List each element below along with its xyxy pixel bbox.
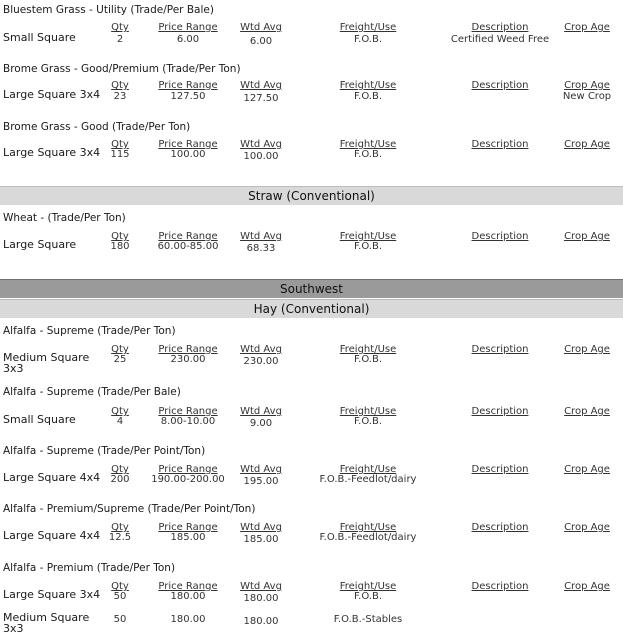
column-header-price-range: Price Range	[158, 231, 218, 242]
price-range-cell: 100.00	[170, 149, 206, 160]
price-range-cell: 230.00	[170, 354, 206, 365]
column-header-description: Description	[471, 139, 529, 150]
column-header-qty: Qty	[111, 231, 129, 242]
column-header-crop-age: Crop Age	[564, 80, 610, 91]
column-header-wtd-avg: Wtd Avg	[240, 406, 282, 417]
column-header-description: Description	[471, 22, 529, 33]
section-banner: Straw (Conventional)	[0, 186, 623, 205]
section-banner: Southwest	[0, 279, 623, 298]
column-header-wtd-avg: Wtd Avg	[240, 522, 282, 533]
freight-use-cell: F.O.B.	[353, 416, 383, 427]
price-range-cell: 185.00	[170, 532, 206, 543]
column-header-description: Description	[471, 522, 529, 533]
column-header-freight-use: Freight/Use	[339, 22, 397, 33]
qty-cell: 115	[110, 149, 130, 160]
section-title: Brome Grass - Good (Trade/Per Ton)	[3, 121, 191, 133]
section-title: Alfalfa - Premium/Supreme (Trade/Per Point/Ton)	[3, 503, 256, 515]
section-banner: Hay (Conventional)	[0, 299, 623, 318]
column-header-description: Description	[471, 464, 529, 475]
section-title: Alfalfa - Supreme (Trade/Per Bale)	[3, 386, 181, 398]
column-header-wtd-avg: Wtd Avg	[240, 231, 282, 242]
freight-use-cell: F.O.B.	[353, 241, 383, 252]
column-header-crop-age: Crop Age	[564, 581, 610, 592]
wtd-avg-cell: 100.00	[243, 151, 279, 162]
column-header-freight-use: Freight/Use	[339, 344, 397, 355]
freight-use-cell: F.O.B.-Stables	[333, 614, 403, 625]
product-cell: Large Square	[3, 238, 77, 251]
wtd-avg-cell: 6.00	[249, 36, 273, 47]
column-header-freight-use: Freight/Use	[339, 464, 397, 475]
column-header-description: Description	[471, 406, 529, 417]
column-header-wtd-avg: Wtd Avg	[240, 344, 282, 355]
qty-cell: 12.5	[108, 532, 132, 543]
column-header-qty: Qty	[111, 581, 129, 592]
column-header-freight-use: Freight/Use	[339, 581, 397, 592]
column-header-qty: Qty	[111, 22, 129, 33]
qty-cell: 2	[116, 34, 124, 45]
column-header-freight-use: Freight/Use	[339, 139, 397, 150]
product-cell: Large Square 3x4	[3, 146, 101, 159]
qty-cell: 4	[116, 416, 124, 427]
qty-cell: 50	[113, 591, 127, 602]
column-header-qty: Qty	[111, 139, 129, 150]
product-cell: Small Square	[3, 31, 76, 44]
description-cell: Certified Weed Free	[450, 34, 550, 45]
qty-cell: 180	[110, 241, 130, 252]
column-header-wtd-avg: Wtd Avg	[240, 581, 282, 592]
freight-use-cell: F.O.B.-Feedlot/dairy	[319, 532, 417, 543]
wtd-avg-cell: 185.00	[243, 534, 279, 545]
product-cell: Large Square 3x4	[3, 588, 101, 601]
wtd-avg-cell: 127.50	[243, 93, 279, 104]
wtd-avg-cell: 68.33	[246, 243, 276, 254]
column-header-price-range: Price Range	[158, 464, 218, 475]
column-header-crop-age: Crop Age	[564, 139, 610, 150]
freight-use-cell: F.O.B.	[353, 91, 383, 102]
section-title: Alfalfa - Premium (Trade/Per Ton)	[3, 562, 176, 574]
column-header-freight-use: Freight/Use	[339, 522, 397, 533]
qty-cell: 200	[110, 474, 130, 485]
column-header-qty: Qty	[111, 344, 129, 355]
price-range-cell: 60.00-85.00	[157, 241, 219, 252]
column-header-description: Description	[471, 581, 529, 592]
product-cell: Small Square	[3, 413, 76, 426]
crop-age-cell: New Crop	[562, 91, 612, 102]
column-header-price-range: Price Range	[158, 80, 218, 91]
column-header-crop-age: Crop Age	[564, 406, 610, 417]
price-range-cell: 8.00-10.00	[160, 416, 216, 427]
price-range-cell: 180.00	[170, 614, 206, 625]
column-header-price-range: Price Range	[158, 139, 218, 150]
column-header-price-range: Price Range	[158, 406, 218, 417]
product-cell: Large Square 3x4	[3, 88, 101, 101]
column-header-price-range: Price Range	[158, 22, 218, 33]
column-header-price-range: Price Range	[158, 581, 218, 592]
product-cell: Medium Square 3x3	[3, 611, 90, 635]
column-header-wtd-avg: Wtd Avg	[240, 139, 282, 150]
column-header-qty: Qty	[111, 80, 129, 91]
column-header-price-range: Price Range	[158, 344, 218, 355]
column-header-crop-age: Crop Age	[564, 522, 610, 533]
product-cell: Large Square 4x4	[3, 529, 101, 542]
section-title: Alfalfa - Supreme (Trade/Per Point/Ton)	[3, 445, 206, 457]
qty-cell: 23	[113, 91, 127, 102]
column-header-wtd-avg: Wtd Avg	[240, 22, 282, 33]
price-range-cell: 190.00-200.00	[151, 474, 225, 485]
column-header-freight-use: Freight/Use	[339, 231, 397, 242]
column-header-crop-age: Crop Age	[564, 464, 610, 475]
freight-use-cell: F.O.B.	[353, 591, 383, 602]
column-header-qty: Qty	[111, 464, 129, 475]
section-title: Wheat - (Trade/Per Ton)	[3, 212, 126, 224]
freight-use-cell: F.O.B.	[353, 149, 383, 160]
column-header-qty: Qty	[111, 406, 129, 417]
wtd-avg-cell: 9.00	[249, 418, 273, 429]
column-header-wtd-avg: Wtd Avg	[240, 80, 282, 91]
column-header-qty: Qty	[111, 522, 129, 533]
column-header-freight-use: Freight/Use	[339, 80, 397, 91]
price-range-cell: 180.00	[170, 591, 206, 602]
column-header-crop-age: Crop Age	[564, 22, 610, 33]
wtd-avg-cell: 230.00	[243, 356, 279, 367]
freight-use-cell: F.O.B.	[353, 354, 383, 365]
product-cell: Medium Square 3x3	[3, 351, 90, 375]
column-header-description: Description	[471, 80, 529, 91]
column-header-crop-age: Crop Age	[564, 344, 610, 355]
section-title: Alfalfa - Supreme (Trade/Per Ton)	[3, 325, 176, 337]
column-header-freight-use: Freight/Use	[339, 406, 397, 417]
wtd-avg-cell: 195.00	[243, 476, 279, 487]
column-header-crop-age: Crop Age	[564, 231, 610, 242]
column-header-description: Description	[471, 344, 529, 355]
section-title: Bluestem Grass - Utility (Trade/Per Bale)	[3, 4, 214, 16]
freight-use-cell: F.O.B.	[353, 34, 383, 45]
product-cell: Large Square 4x4	[3, 471, 101, 484]
column-header-description: Description	[471, 231, 529, 242]
price-range-cell: 127.50	[170, 91, 206, 102]
freight-use-cell: F.O.B.-Feedlot/dairy	[319, 474, 417, 485]
column-header-price-range: Price Range	[158, 522, 218, 533]
price-range-cell: 6.00	[176, 34, 200, 45]
wtd-avg-cell: 180.00	[243, 616, 279, 627]
section-title: Brome Grass - Good/Premium (Trade/Per Ton)	[3, 63, 241, 75]
wtd-avg-cell: 180.00	[243, 593, 279, 604]
qty-cell: 25	[113, 354, 127, 365]
qty-cell: 50	[113, 614, 127, 625]
column-header-wtd-avg: Wtd Avg	[240, 464, 282, 475]
